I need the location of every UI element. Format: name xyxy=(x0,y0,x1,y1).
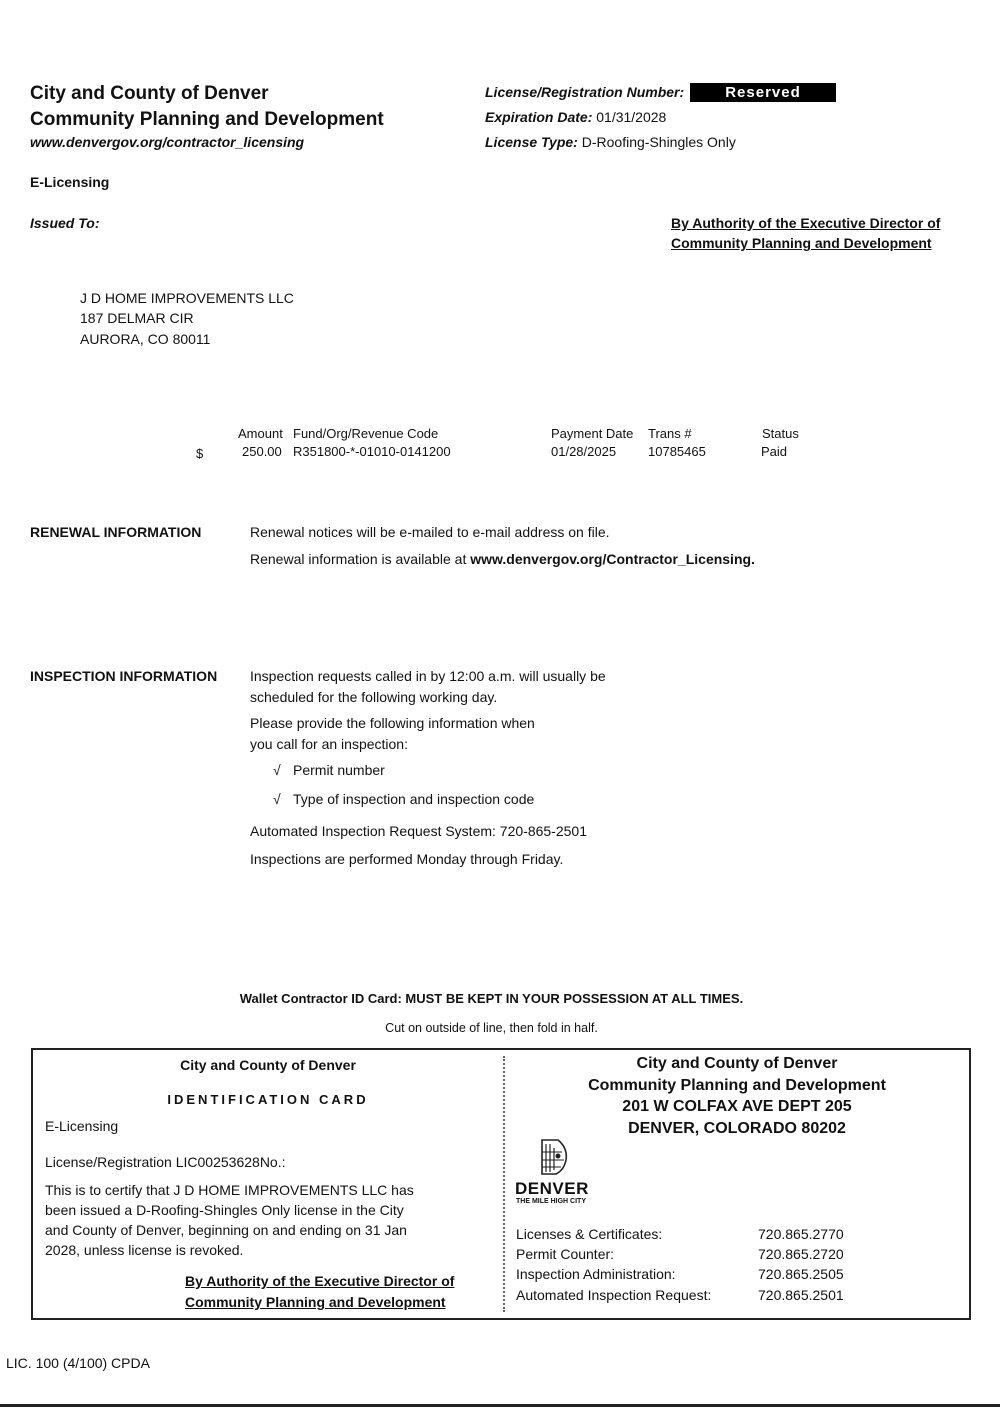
contact-phone: 720.865.2501 xyxy=(758,1287,844,1303)
card-right-line-2: Community Planning and Development xyxy=(588,1077,886,1094)
inspection-item-1: Permit number xyxy=(293,762,385,778)
renewal-line-1: Renewal notices will be e-mailed to e-mail address on file. xyxy=(250,524,610,540)
expiration-label: Expiration Date: xyxy=(485,109,593,125)
renewal-line-2 xyxy=(250,551,755,567)
inspection-automated: Automated Inspection Request System: 720-865-2501 xyxy=(250,823,587,839)
inspection-line-4: you call for an inspection: xyxy=(250,736,408,752)
renewal-title: RENEWAL INFORMATION xyxy=(30,524,202,540)
address-city: AURORA, CO 80011 xyxy=(80,331,211,347)
org-name: City and County of Denver xyxy=(30,83,269,104)
address-street: 187 DELMAR CIR xyxy=(80,310,194,326)
renewal-line-2-prefix: Renewal information is available at xyxy=(250,551,471,567)
card-cert-line-2: been issued a D-Roofing-Shingles Only license in the City xyxy=(45,1202,404,1218)
denver-logo-word: DENVER xyxy=(515,1179,589,1198)
payment-date-value: 01/28/2025 xyxy=(551,444,617,459)
col-status-header: Status xyxy=(762,426,799,441)
inspection-line-3: Please provide the following information when xyxy=(250,715,535,731)
contact-phone: 720.865.2505 xyxy=(758,1266,844,1282)
card-right-line-3: 201 W COLFAX AVE DEPT 205 xyxy=(622,1098,852,1115)
card-license-line: License/Registration LIC00253628No.: xyxy=(45,1154,286,1170)
license-type-label: License Type: xyxy=(485,134,578,150)
expiration-value: 01/31/2028 xyxy=(596,109,667,125)
wallet-cut-instructions: Cut on outside of line, then fold in half. xyxy=(385,1021,598,1035)
license-type-value: D-Roofing-Shingles Only xyxy=(581,134,736,150)
expiration-date xyxy=(485,109,666,125)
card-elicensing: E-Licensing xyxy=(45,1118,119,1134)
id-card xyxy=(31,1048,971,1320)
inspection-item-2: Type of inspection and inspection code xyxy=(293,791,535,807)
contact-label: Permit Counter: xyxy=(516,1246,615,1262)
amount-value: 250.00 xyxy=(242,444,282,459)
website-link[interactable]: www.denvergov.org/contractor_licensing xyxy=(30,134,305,150)
license-type xyxy=(485,134,736,150)
currency-symbol: $ xyxy=(196,446,204,461)
check-icon: √ xyxy=(273,762,281,778)
denver-building-icon xyxy=(528,1138,578,1180)
card-authority-line-2: Community Planning and Development xyxy=(185,1294,446,1310)
col-payment-date-header: Payment Date xyxy=(551,426,634,441)
status-value: Paid xyxy=(761,444,788,459)
card-cert-line-4: 2028, unless license is revoked. xyxy=(45,1242,244,1258)
license-number-value: Reserved xyxy=(690,83,836,102)
department-name: Community Planning and Development xyxy=(30,109,384,130)
form-id: LIC. 100 (4/100) CPDA xyxy=(6,1355,150,1371)
address-name: J D HOME IMPROVEMENTS LLC xyxy=(80,290,294,306)
fund-value: R351800-*-01010-0141200 xyxy=(293,444,451,459)
wallet-title: Wallet Contractor ID Card: MUST BE KEPT IN YOUR POSSESSION AT ALL TIMES. xyxy=(239,991,744,1006)
col-amount-header: Amount xyxy=(238,426,283,441)
inspection-line-2: scheduled for the following working day. xyxy=(250,689,498,705)
check-icon: √ xyxy=(273,791,281,807)
card-right-line-4: DENVER, COLORADO 80202 xyxy=(628,1120,846,1137)
card-right-line-1: City and County of Denver xyxy=(636,1055,838,1072)
card-org-name: City and County of Denver xyxy=(180,1057,356,1073)
col-fund-header: Fund/Org/Revenue Code xyxy=(293,426,439,441)
card-cert-line-1: This is to certify that J D HOME IMPROVEMENTS LLC has xyxy=(45,1182,414,1198)
elicensing-label: E-Licensing xyxy=(30,174,110,190)
contact-phone: 720.865.2770 xyxy=(758,1226,844,1242)
denver-logo xyxy=(528,1138,578,1185)
renewal-website-link[interactable]: www.denvergov.org/Contractor_Licensing. xyxy=(470,551,755,567)
inspection-days: Inspections are performed Monday through Friday. xyxy=(250,851,564,867)
card-id-title: IDENTIFICATION CARD xyxy=(167,1092,369,1107)
issued-to-label: Issued To: xyxy=(30,215,100,231)
authority-line-2: Community Planning and Development xyxy=(671,235,932,251)
denver-logo-tagline: THE MILE HIGH CITY xyxy=(516,1198,586,1205)
inspection-line-1: Inspection requests called in by 12:00 a.m. will usually be xyxy=(250,668,606,684)
col-trans-header: Trans # xyxy=(648,426,692,441)
contact-phone: 720.865.2720 xyxy=(758,1246,844,1262)
contact-label: Automated Inspection Request: xyxy=(516,1287,712,1303)
contact-label: Inspection Administration: xyxy=(516,1266,676,1282)
card-cert-line-3: and County of Denver, beginning on and ending on 31 Jan xyxy=(45,1222,407,1238)
license-number-label: License/Registration Number: xyxy=(485,84,685,100)
contact-label: Licenses & Certificates: xyxy=(516,1226,663,1242)
authority-line-1: By Authority of the Executive Director of xyxy=(671,215,941,231)
trans-value: 10785465 xyxy=(648,444,706,459)
inspection-title: INSPECTION INFORMATION xyxy=(30,668,218,684)
page-bottom-rule xyxy=(0,1404,1000,1407)
card-authority-line-1: By Authority of the Executive Director of xyxy=(185,1273,455,1289)
